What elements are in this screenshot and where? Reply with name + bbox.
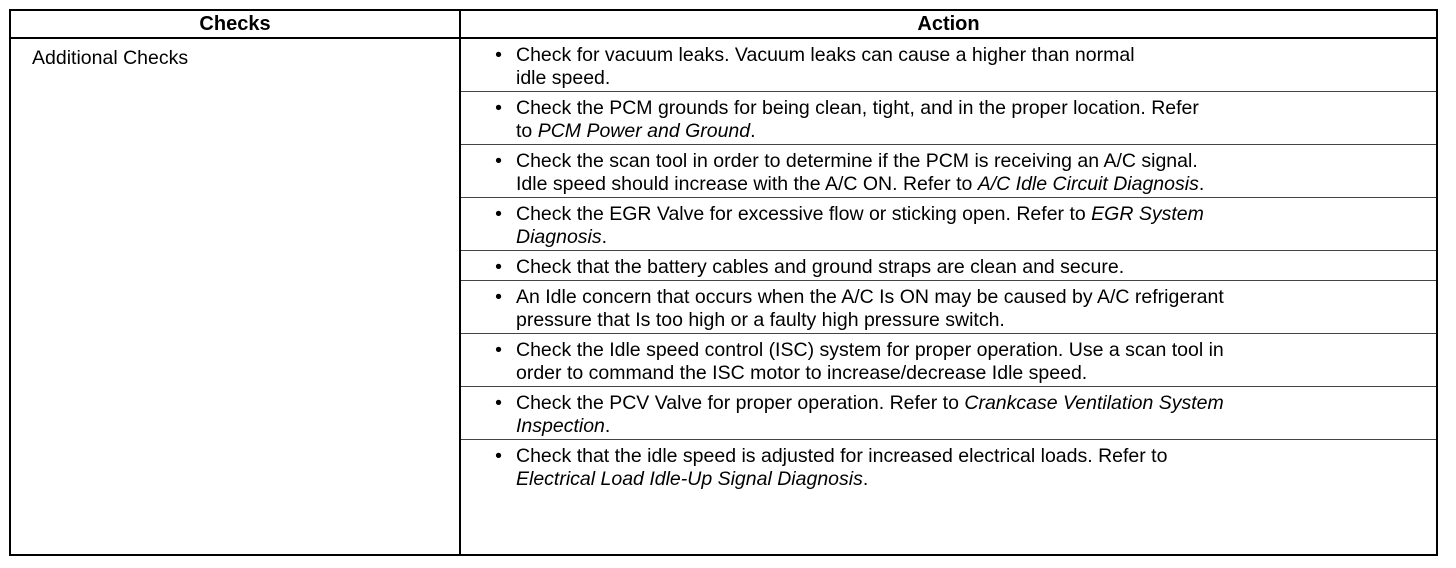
text-segment: Check the PCV Valve for proper operation. Refer to — [516, 392, 965, 414]
reference-link-text: Electrical Load Idle-Up Signal Diagnosis — [516, 468, 863, 490]
text-segment: An Idle concern that occurs when the A/C Is ON may be caused by A/C refrigerant — [516, 286, 1224, 308]
bullet-icon: • — [495, 392, 502, 414]
action-text — [516, 387, 1436, 439]
list-item — [461, 387, 1436, 440]
list-item — [461, 251, 1436, 281]
bullet-icon: • — [495, 286, 502, 308]
reference-link-text: PCM Power and Ground — [537, 120, 751, 142]
action-text — [516, 145, 1436, 197]
action-text — [516, 92, 1436, 144]
text-segment: order to command the ISC motor to increase/decrease Idle speed. — [516, 362, 1088, 384]
list-item — [461, 92, 1436, 145]
header-action: Action — [917, 12, 980, 35]
text-segment: . — [1198, 173, 1205, 195]
action-text — [516, 440, 1436, 493]
list-item — [461, 145, 1436, 198]
list-item — [461, 440, 1436, 493]
action-text — [516, 281, 1436, 333]
list-item — [461, 198, 1436, 251]
action-text — [516, 334, 1436, 386]
text-segment: Check the scan tool in order to determine if the PCM is receiving an A/C signal. — [516, 150, 1198, 172]
text-segment: idle speed. — [516, 67, 611, 89]
list-item — [461, 334, 1436, 387]
bullet-icon: • — [495, 97, 502, 119]
list-item — [461, 281, 1436, 334]
list-item — [461, 39, 1436, 92]
text-segment: Check the EGR Valve for excessive flow or sticking open. Refer to — [516, 203, 1092, 225]
text-segment: Idle speed should increase with the A/C ON. Refer to — [516, 173, 978, 195]
text-segment: . — [601, 226, 608, 248]
reference-link-text: Crankcase Ventilation System — [964, 392, 1224, 414]
table-row — [11, 39, 1436, 554]
text-segment: Check the Idle speed control (ISC) system for proper operation. Use a scan tool in — [516, 339, 1224, 361]
checks-cell: Additional Checks — [11, 39, 461, 554]
header-checks: Checks — [11, 11, 461, 37]
bullet-icon: • — [495, 203, 502, 225]
text-segment: . — [750, 120, 756, 142]
table-header-row — [11, 11, 1436, 39]
action-text — [516, 198, 1436, 250]
text-segment: Check the PCM grounds for being clean, tight, and in the proper location. Refer — [516, 97, 1199, 119]
text-segment: . — [604, 415, 611, 437]
bullet-icon: • — [495, 256, 502, 278]
reference-link-text: Diagnosis — [516, 226, 602, 248]
action-text — [516, 39, 1436, 91]
reference-link-text: EGR System — [1091, 203, 1204, 225]
text-segment: . — [862, 468, 869, 490]
text-segment: Check for vacuum leaks. Vacuum leaks can cause a higher than normal — [516, 44, 1135, 66]
action-text — [516, 251, 1436, 280]
bullet-icon: • — [495, 339, 502, 361]
text-segment: to — [516, 120, 538, 142]
action-cell — [461, 39, 1436, 554]
text-segment: pressure that Is too high or a faulty high pressure switch. — [516, 309, 1005, 331]
bullet-icon: • — [495, 150, 502, 172]
reference-link-text: A/C Idle Circuit Diagnosis — [977, 173, 1199, 195]
bullet-icon: • — [495, 445, 502, 467]
text-segment: Check that the battery cables and ground straps are clean and secure. — [516, 256, 1125, 278]
bullet-icon: • — [495, 44, 502, 66]
reference-link-text: Inspection — [516, 415, 605, 437]
text-segment: Check that the idle speed is adjusted for increased electrical loads. Refer to — [516, 445, 1168, 467]
checks-action-table — [9, 9, 1438, 556]
